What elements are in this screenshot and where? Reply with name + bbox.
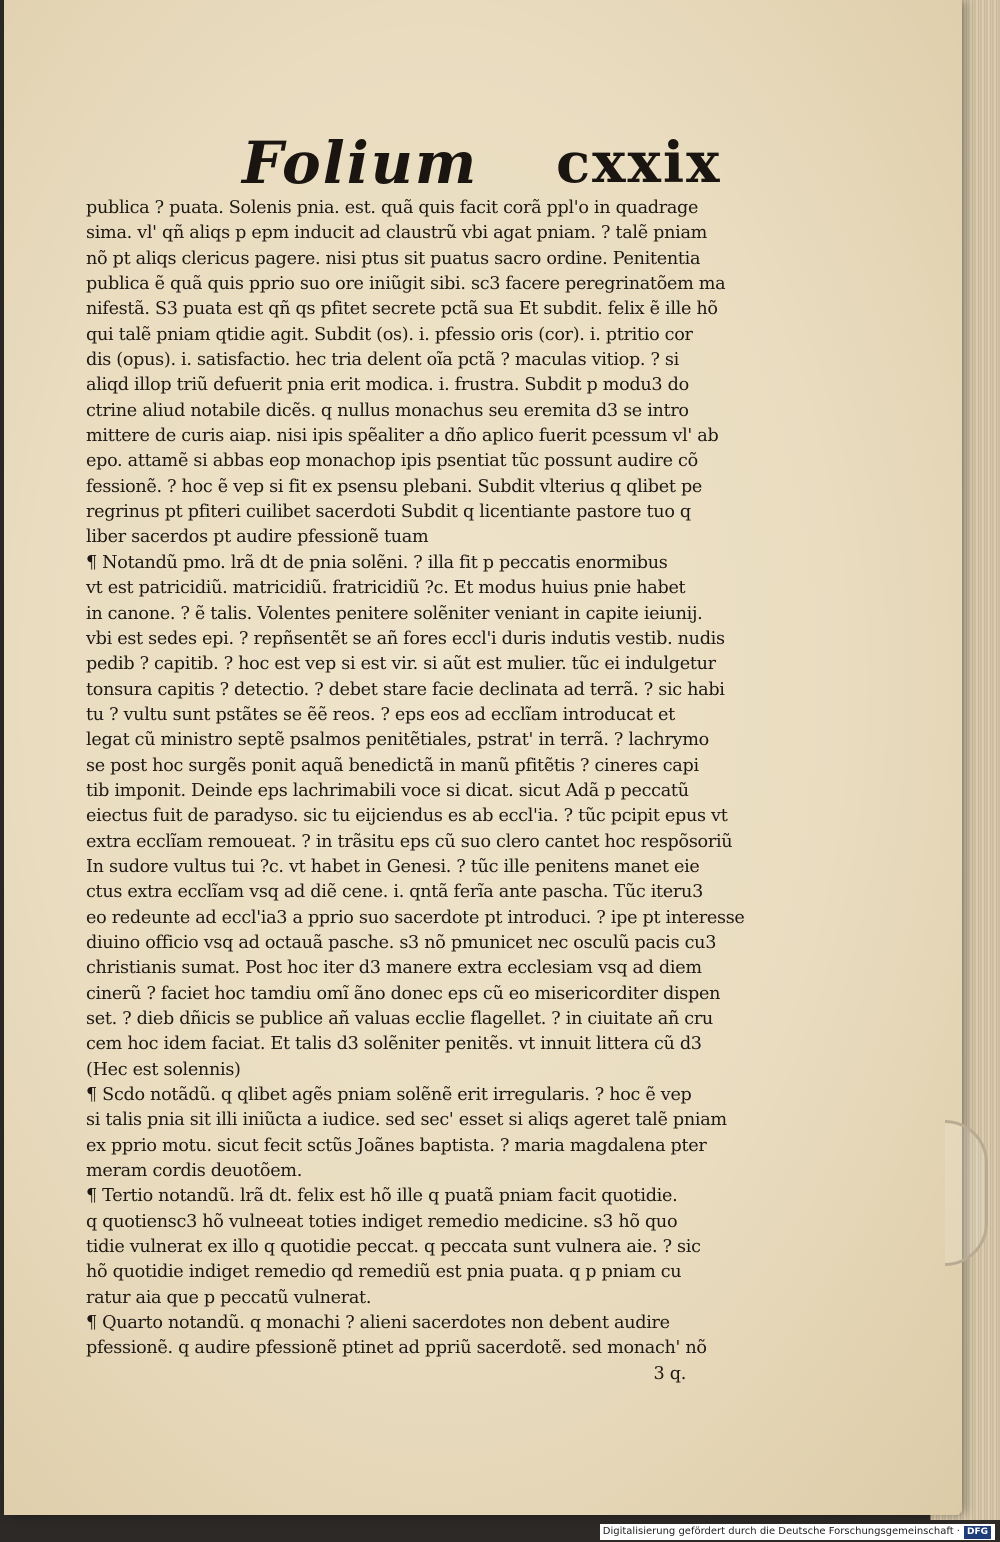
text-line: legat cũ ministro septẽ psalmos penitẽtiales, pstrat' in terrã. ? lachrymo [86,730,709,751]
text-line: hõ quotidie indiget remedio qd remediũ est pnia puata. q p pniam cu [86,1262,682,1283]
book-page [4,0,962,1515]
footer-text: Digitalisierung gefördert durch die Deutsche Forschungsgemeinschaft · [602,1526,960,1537]
text-line: vt est patricidiũ. matricidiũ. fratricidiũ ?c. Et modus huius pnie habet [86,578,686,599]
text-line: cem hoc idem faciat. Et talis d3 solẽniter penitẽs. vt innuit littera cũ d3 [86,1034,702,1055]
text-line: publica ẽ quã quis pprio suo ore iniũgit sibi. sc3 facere peregrinatõem ma [86,274,726,295]
text-line: vbi est sedes epi. ? repñsentẽt se añ fores eccl'i duris indutis vestib. nudis [86,628,725,649]
dfg-logo: DFG [964,1526,991,1539]
page-clip [945,1120,988,1266]
text-line: tu ? vultu sunt pstãtes se ẽẽ reos. ? eps eos ad ecclĩam introducat et [86,704,675,725]
text-line: ¶ Quarto notandũ. q monachi ? alieni sacerdotes non debent audire [86,1313,670,1334]
text-line: q quotiensc3 hõ vulneeat toties indiget remedio medicine. s3 hõ quo [86,1211,678,1232]
text-line: eo redeunte ad eccl'ia3 a pprio suo sacerdote pt introduci. ? ipe pt interesse [86,907,745,928]
text-line: mittere de curis aiap. nisi ipis spẽaliter a dño aplico fuerit pcessum vl' ab [86,426,719,447]
text-line: cinerũ ? faciet hoc tamdiu omĩ ãno donec eps cũ eo misericorditer dispen [86,983,721,1004]
text-line: tib imponit. Deinde eps lachrimabili voce si dicat. sicut Adã p peccatũ [86,780,689,801]
text-line: In sudore vultus tui ?c. vt habet in Genesi. ? tũc ille penitens manet eie [86,856,700,877]
text-line: ratur aia que p peccatũ vulnerat. [86,1287,372,1308]
text-line: fessionẽ. ? hoc ẽ vep si fit ex psensu plebani. Subdit vlterius q qlibet pe [86,476,703,497]
text-line: extra ecclĩam remoueat. ? in trãsitu eps cũ suo clero cantet hoc respõsoriũ [86,831,733,852]
text-line: diuino officio vsq ad octauã pasche. s3 nõ pmunicet nec osculũ pacis cu3 [86,932,717,953]
text-line: ¶ Tertio notandũ. lrã dt. felix est hõ ille q puatã pniam facit quotidie. [86,1186,678,1207]
text-line: qui talẽ pniam qtidie agit. Subdit (os). i. pfessio oris (cor). i. ptritio cor [86,324,693,345]
text-line: ctus extra ecclĩam vsq ad diẽ cene. i. qntã ferĩa ante pascha. Tũc iteru3 [86,882,703,903]
folio-number: cxxix [556,130,722,196]
folio-word: Folium [242,129,479,197]
text-line: ¶ Scdo notãdũ. q qlibet agẽs pniam solẽnẽ erit irregularis. ? hoc ẽ vep [86,1085,692,1106]
text-line: christianis sumat. Post hoc iter d3 manere extra ecclesiam vsq ad diem [86,958,702,979]
text-line: eiectus fuit de paradyso. sic tu eijciendus es ab eccl'ia. ? tũc pcipit epus vt [86,806,728,827]
text-line: set. ? dieb dñicis se publice añ valuas ecclie flagellet. ? in ciuitate añ cru [86,1009,713,1029]
text-line: in canone. ? ẽ talis. Volentes penitere solẽniter veniant in capite ieiunij. [86,603,703,624]
digitization-footer [600,1524,995,1540]
text-line: epo. attamẽ si abbas eop monachop ipis psentiat tũc possunt audire cõ [86,451,698,472]
text-line: aliqd illop triũ defuerit pnia erit modica. i. frustra. Subdit p modu3 do [86,375,689,396]
text-line: ctrine aliud notabile dicẽs. q nullus monachus seu eremita d3 se intro [86,400,689,421]
text-line: sima. vl' qñ aliqs p epm inducit ad claustrũ vbi agat pniam. ? talẽ pniam [86,223,708,244]
text-line: dis (opus). i. satisfactio. hec tria delent oĩa pctã ? maculas vitiop. ? si [86,350,679,371]
body-text [86,196,786,1387]
text-line: regrinus pt pfiteri cuilibet sacerdoti Subdit q licentiante pastore tuo q [86,502,691,523]
text-line: si talis pnia sit illi iniũcta a iudice. sed sec' esset si aliqs ageret talẽ pniam [86,1110,727,1131]
text-line: publica ? puata. Solenis pnia. est. quã quis facit corã ppl'o in quadrage [86,198,699,218]
text-line: tidie vulnerat ex illo q quotidie peccat. q peccata sunt vulnera aie. ? sic [86,1237,701,1258]
text-line: nõ pt aliqs clericus pagere. nisi ptus sit puatus sacro ordine. Penitentia [86,248,701,269]
text-line: ex pprio motu. sicut fecit sctũs Joãnes baptista. ? maria magdalena pter [86,1135,707,1156]
text-line: pedib ? capitib. ? hoc est vep si est vir. si aũt est mulier. tũc ei indulgetur [86,654,716,675]
text-line: ¶ Notandũ pmo. lrã dt de pnia solẽni. ? illa fit p peccatis enormibus [86,552,668,573]
text-line: liber sacerdos pt audire pfessionẽ tuam [86,527,429,548]
text-line: meram cordis deuotõem. [86,1161,302,1182]
text-line: nifestã. S3 puata est qñ qs pfitet secrete pctã sua Et subdit. felix ẽ ille hõ [86,299,718,320]
text-line: se post hoc surgẽs ponit aquã benedictã in manũ pfitẽtis ? cineres capi [86,755,699,776]
text-line: tonsura capitis ? detectio. ? debet stare facie declinata ad terrã. ? sic habi [86,679,725,700]
text-line: pfessionẽ. q audire pfessionẽ ptinet ad ppriũ sacerdotẽ. sed monach' nõ [86,1338,707,1359]
text-line: (Hec est solennis) [86,1059,241,1080]
signature-mark: 3 q. [653,1363,686,1384]
